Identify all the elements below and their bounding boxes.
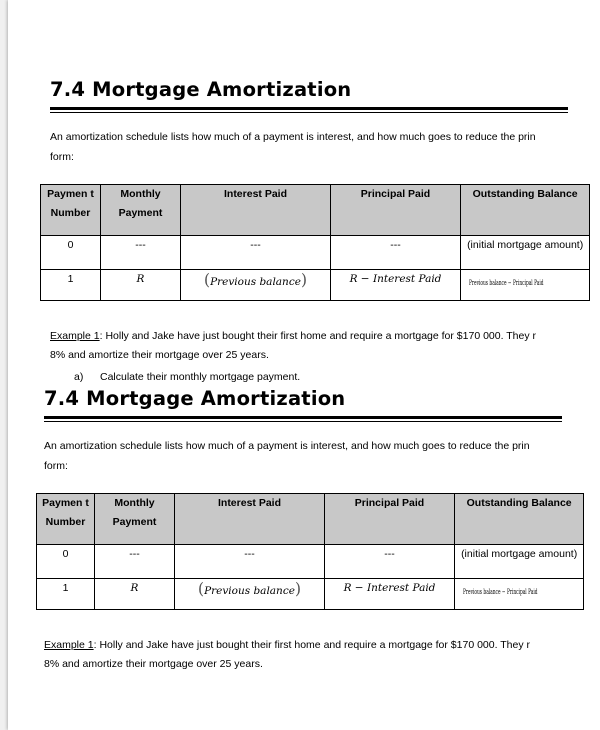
header-monthly-payment: Monthly Payment — [101, 185, 181, 236]
cell-principal-1 — [325, 579, 455, 610]
document-page — [8, 0, 600, 730]
section-block-1 — [47, 78, 600, 408]
cell-interest-0: --- — [181, 236, 331, 270]
cell-number-1: 1 — [41, 270, 101, 301]
sub-question-a — [74, 371, 300, 383]
cell-number-1: 1 — [37, 579, 95, 610]
header-payment-number: Paymen t Number — [41, 185, 101, 236]
header-outstanding-balance: Outstanding Balance — [461, 185, 590, 236]
cell-monthly-0: --- — [95, 545, 175, 579]
cell-monthly-1: R — [101, 270, 181, 301]
cell-balance-1 — [455, 579, 584, 610]
cell-principal-0: --- — [325, 545, 455, 579]
header-principal-paid: Principal Paid — [331, 185, 461, 236]
principal-formula-rest: Interest Paid — [366, 582, 436, 594]
cell-interest-1: (Previous balance) — [175, 579, 325, 610]
example-line-2: 8% and amortize their mortgage over 25 years. — [44, 658, 263, 670]
title-rule-thick — [50, 107, 568, 110]
title-rule-thick — [44, 416, 562, 419]
interest-formula: Previous balance — [204, 585, 295, 597]
cell-monthly-1: R — [95, 579, 175, 610]
intro-line-1: An amortization schedule lists how much of a payment is interest, and how much goes to reduce the prin — [50, 131, 536, 143]
balance-formula: Previous balance − Principal Paid — [463, 588, 538, 596]
section-title: 7.4 Mortgage Amortization — [44, 387, 346, 410]
example-line-1 — [44, 636, 530, 655]
title-rule-thin — [50, 112, 568, 113]
cell-principal-1 — [331, 270, 461, 301]
intro-line-2: form: — [44, 460, 68, 472]
header-interest-paid: Interest Paid — [175, 494, 325, 545]
example-label: Example 1 — [50, 330, 100, 342]
balance-formula: Previous balance − Principal Paid — [469, 279, 544, 287]
example-text-1: : Holly and Jake have just bought their first home and require a mortgage for $170 000. They r — [93, 639, 531, 651]
header-payment-number: Paymen t Number — [37, 494, 95, 545]
cell-monthly-0: --- — [101, 236, 181, 270]
example-text-1: : Holly and Jake have just bought their first home and require a mortgage for $170 000. They r — [99, 330, 537, 342]
header-outstanding-balance: Outstanding Balance — [455, 494, 584, 545]
cell-principal-0: --- — [331, 236, 461, 270]
example-line-2: 8% and amortize their mortgage over 25 years. — [50, 349, 269, 361]
cell-balance-1 — [461, 270, 590, 301]
header-interest-paid: Interest Paid — [181, 185, 331, 236]
amortization-table — [36, 493, 584, 610]
example-label: Example 1 — [44, 639, 94, 651]
section-title: 7.4 Mortgage Amortization — [50, 78, 352, 101]
title-rule-thin — [44, 421, 562, 422]
header-monthly-payment: Monthly Payment — [95, 494, 175, 545]
cell-number-0: 0 — [37, 545, 95, 579]
intro-line-1: An amortization schedule lists how much of a payment is interest, and how much goes to reduce the prin — [44, 440, 530, 452]
cell-interest-1: (Previous balance) — [181, 270, 331, 301]
cell-number-0: 0 — [41, 236, 101, 270]
cell-balance-0: (initial mortgage amount) — [461, 236, 590, 270]
sub-question-a-label: a) — [74, 371, 84, 383]
principal-formula-rest: Interest Paid — [372, 273, 442, 285]
intro-line-2: form: — [50, 151, 74, 163]
cell-balance-0: (initial mortgage amount) — [455, 545, 584, 579]
principal-formula-prefix: R − — [349, 273, 370, 285]
cell-interest-0: --- — [175, 545, 325, 579]
header-principal-paid: Principal Paid — [325, 494, 455, 545]
interest-formula: Previous balance — [210, 276, 301, 288]
sub-question-a-text: Calculate their monthly mortgage payment. — [100, 371, 301, 383]
amortization-table — [40, 184, 590, 301]
principal-formula-prefix: R − — [343, 582, 364, 594]
example-line-1 — [50, 327, 536, 346]
section-block-2 — [44, 387, 600, 717]
